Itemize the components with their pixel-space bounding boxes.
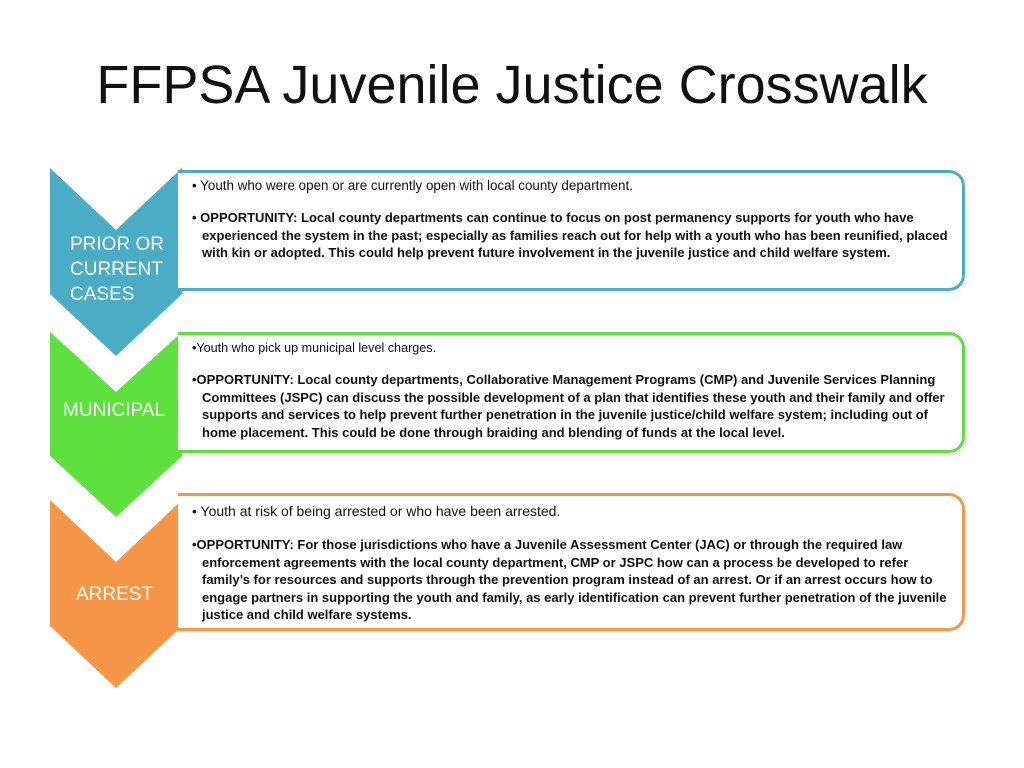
slide-title: FFPSA Juvenile Justice Crosswalk [96, 55, 928, 115]
section-label-arrest: ARREST [76, 584, 154, 605]
prior-cases-opportunity-text: • OPPORTUNITY: Local county departments can continue to focus on post permanency supports for youth who have experienced the system in the past; especially as families reach out for help with a youth who has been reunified, placed with kin or adopted. This could help prevent future involvement in the juvenile justice and child welfare system. [192, 210, 948, 260]
chevron-municipal [50, 332, 182, 517]
arrest-opportunity-text: •OPPORTUNITY: For those jurisdictions who have a Juvenile Assessment Center (JAC) or through the required law enforcement agreements with the local county department, CMP or JSPC how can a process be developed to refer family’s for resources and supports through the prevention program instead of an arrest. Or if an arrest occurs how to engage partners in supporting the youth and family, as early identification can prevent further penetration of the juvenile justice and child welfare systems. [192, 537, 947, 622]
section-label-municipal: MUNICIPAL [63, 400, 166, 421]
municipal-population-text: •Youth who pick up municipal level charges. [192, 341, 437, 355]
content-box-prior-or-current-cases [178, 170, 965, 291]
content-box-municipal [178, 332, 965, 453]
section-label-prior-or-current-cases: PRIOR OR CURRENT CASES [70, 234, 164, 305]
arrest-population-text: • Youth at risk of being arrested or who have been arrested. [192, 503, 561, 519]
municipal-opportunity-text: •OPPORTUNITY: Local county departments, Collaborative Management Programs (CMP) and Juvenile Services Planning Committees (JSPC) can discuss the possible development of a plan that identifies these youth and their family and offer supports and services to help prevent further penetration in the juvenile justice/child welfare system; including out of home placement. This could be done through braiding and blending of funds at the local level. [192, 372, 945, 440]
content-box-arrest [178, 493, 965, 631]
prior-cases-population-text: • Youth who were open or are currently open with local county department. [192, 178, 633, 193]
